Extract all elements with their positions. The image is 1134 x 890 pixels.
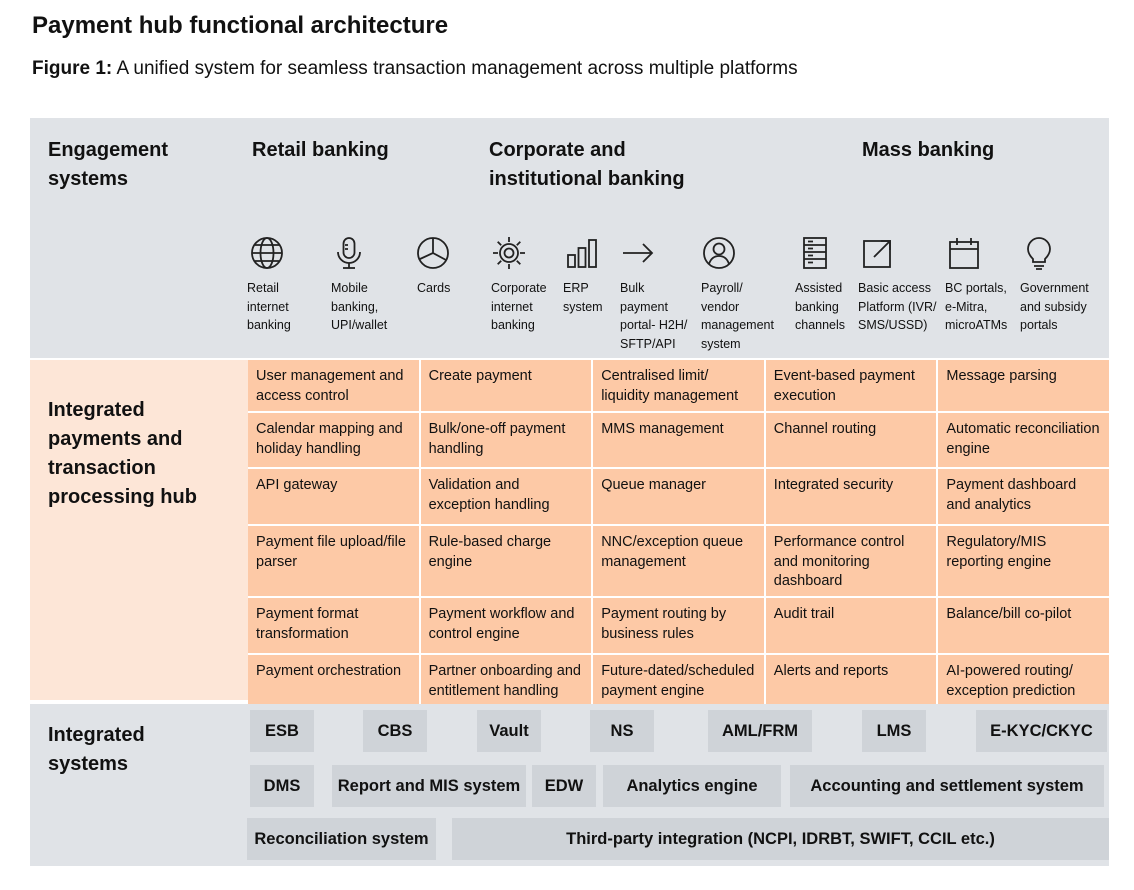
channel-erp-system (563, 279, 603, 316)
hub-cell: Payment file upload/file parser (248, 526, 419, 596)
hub-cell: Audit trail (766, 598, 937, 653)
hub-cell: API gateway (248, 469, 419, 524)
integrated-systems-label (48, 721, 145, 779)
channel-label-line: Basic access (858, 281, 931, 295)
channel-retail-internet-banking (247, 279, 291, 335)
pie-chart-icon (415, 235, 451, 271)
system-third-party-integration: Third-party integration (NCPI, IDRBT, SWIFT, CCIL etc.) (452, 818, 1109, 860)
user-circle-icon (701, 235, 737, 271)
calendar-icon (946, 235, 982, 271)
group-corporate-line1: Corporate and (489, 139, 626, 161)
hub-label-line: Integrated (48, 399, 145, 421)
channel-government-portals (1020, 279, 1089, 335)
hub-cell: Rule-based charge engine (421, 526, 592, 596)
hub-cell: Payment routing by business rules (593, 598, 764, 653)
channel-label-line: portal- H2H/ (620, 318, 688, 332)
channel-label-line: microATMs (945, 318, 1008, 332)
group-retail-banking (252, 136, 389, 165)
hub-cell: User management and access control (248, 360, 419, 411)
channel-cards (417, 279, 450, 298)
hub-cell: Regulatory/MIS reporting engine (938, 526, 1109, 596)
channel-label-line: ERP (563, 281, 589, 295)
system-accounting-settlement: Accounting and settlement system (790, 765, 1104, 807)
channel-label-line: internet (247, 299, 289, 314)
engagement-systems-label (48, 136, 168, 194)
hub-cell: Payment dashboard and analytics (938, 469, 1109, 524)
hub-cell: Message parsing (938, 360, 1109, 411)
figure-caption-text: A unified system for seamless transaction management across multiple platforms (116, 58, 798, 79)
page-title: Payment hub functional architecture (32, 12, 449, 39)
system-vault: Vault (477, 710, 541, 752)
group-mass-banking (862, 136, 994, 165)
group-mass-line1: Mass banking (862, 139, 995, 161)
integrated-label-line1: Integrated (48, 724, 145, 746)
hub-cell: Performance control and monitoring dashboard (766, 526, 937, 596)
system-dms: DMS (250, 765, 314, 807)
channel-label-line: and subsidy (1020, 299, 1087, 314)
hub-cell: Payment orchestration (248, 655, 419, 710)
channel-assisted-banking (795, 279, 845, 335)
channel-label-line: e-Mitra, (945, 299, 988, 314)
hub-cell: Channel routing (766, 413, 937, 467)
channel-label-line: banking (247, 318, 291, 332)
hub-cell: Event-based payment execution (766, 360, 937, 411)
hub-cell: Centralised limit/ liquidity management (593, 360, 764, 411)
hub-cell: Balance/bill co-pilot (938, 598, 1109, 653)
channel-label-line: Cards (417, 281, 451, 295)
channel-label-line: payment (620, 299, 668, 314)
engagement-label-line2: systems (48, 168, 129, 190)
external-link-icon (860, 235, 896, 271)
lightbulb-icon (1021, 235, 1057, 271)
hub-cell: Automatic reconciliation engine (938, 413, 1109, 467)
processing-hub-label (48, 396, 197, 512)
system-ekyc-ckyc: E-KYC/CKYC (976, 710, 1107, 752)
hub-cell: Payment workflow and control engine (421, 598, 592, 653)
hub-cell: Future-dated/scheduled payment engine (593, 655, 764, 710)
group-corporate-line2: institutional banking (489, 168, 685, 190)
channel-label-line: Payroll/ (701, 281, 743, 295)
channel-label-line: Government (1020, 281, 1089, 295)
arrow-right-icon (620, 235, 656, 271)
hub-cell: Queue manager (593, 469, 764, 524)
hub-cell: Partner onboarding and entitlement handling (421, 655, 592, 710)
hub-cell: Calendar mapping and holiday handling (248, 413, 419, 467)
hub-cell: Integrated security (766, 469, 937, 524)
integrated-label-line2: systems (48, 753, 129, 775)
channel-label-line: SMS/USSD) (858, 318, 928, 332)
system-ns: NS (590, 710, 654, 752)
channel-label-line: banking (491, 318, 535, 332)
system-esb: ESB (250, 710, 314, 752)
channel-label-line: portals (1020, 318, 1058, 332)
gear-icon (491, 235, 527, 271)
system-edw: EDW (532, 765, 596, 807)
hub-cell: MMS management (593, 413, 764, 467)
group-retail-line1: Retail banking (252, 139, 389, 161)
channel-label-line: Mobile (331, 281, 368, 295)
server-icon (797, 235, 833, 271)
hub-cell: Alerts and reports (766, 655, 937, 710)
channel-mobile-banking (331, 279, 387, 335)
hub-label-line: transaction (48, 457, 156, 479)
channel-payroll-vendor-management (701, 279, 774, 353)
group-corporate-banking (489, 136, 685, 194)
hub-cell: AI-powered routing/ exception prediction (938, 655, 1109, 710)
channel-label-line: management (701, 318, 774, 332)
microphone-icon (331, 235, 367, 271)
channel-bc-portals (945, 279, 1007, 335)
channel-label-line: UPI/wallet (331, 318, 388, 332)
hub-label-line: payments and (48, 428, 183, 450)
system-report-mis: Report and MIS system (332, 765, 526, 807)
channel-label-line: BC portals, (945, 281, 1007, 295)
channel-label-line: Assisted (795, 281, 843, 295)
system-analytics-engine: Analytics engine (603, 765, 781, 807)
hub-cell: Payment format transformation (248, 598, 419, 653)
channel-label-line: Corporate (491, 281, 547, 295)
hub-label-line: processing hub (48, 486, 197, 508)
system-aml-frm: AML/FRM (708, 710, 812, 752)
channel-corporate-internet-banking (491, 279, 547, 335)
channel-label-line: Platform (IVR/ (858, 299, 937, 314)
engagement-label-line1: Engagement (48, 139, 169, 161)
channel-basic-access-platform (858, 279, 937, 335)
figure-label: Figure 1: (32, 58, 113, 79)
channel-label-line: channels (795, 318, 846, 332)
bar-chart-icon (564, 235, 600, 271)
figure-caption (32, 58, 798, 80)
hub-cell: Bulk/one-off payment handling (421, 413, 592, 467)
hub-capability-grid (248, 360, 1109, 700)
channel-bulk-payment-portal (620, 279, 687, 353)
hub-cell: Validation and exception handling (421, 469, 592, 524)
channel-label-line: Bulk (620, 281, 645, 295)
system-cbs: CBS (363, 710, 427, 752)
globe-icon (249, 235, 285, 271)
channel-label-line: vendor (701, 299, 740, 314)
system-reconciliation: Reconciliation system (247, 818, 436, 860)
system-lms: LMS (862, 710, 926, 752)
hub-cell: Create payment (421, 360, 592, 411)
channel-label-line: system (701, 336, 741, 351)
channel-label-line: banking (795, 299, 839, 314)
channel-label-line: Retail (247, 281, 279, 295)
channel-label-line: SFTP/API (620, 336, 676, 351)
channel-label-line: internet (491, 299, 533, 314)
channel-label-line: banking, (331, 299, 379, 314)
channel-label-line: system (563, 299, 603, 314)
hub-cell: NNC/exception queue management (593, 526, 764, 596)
